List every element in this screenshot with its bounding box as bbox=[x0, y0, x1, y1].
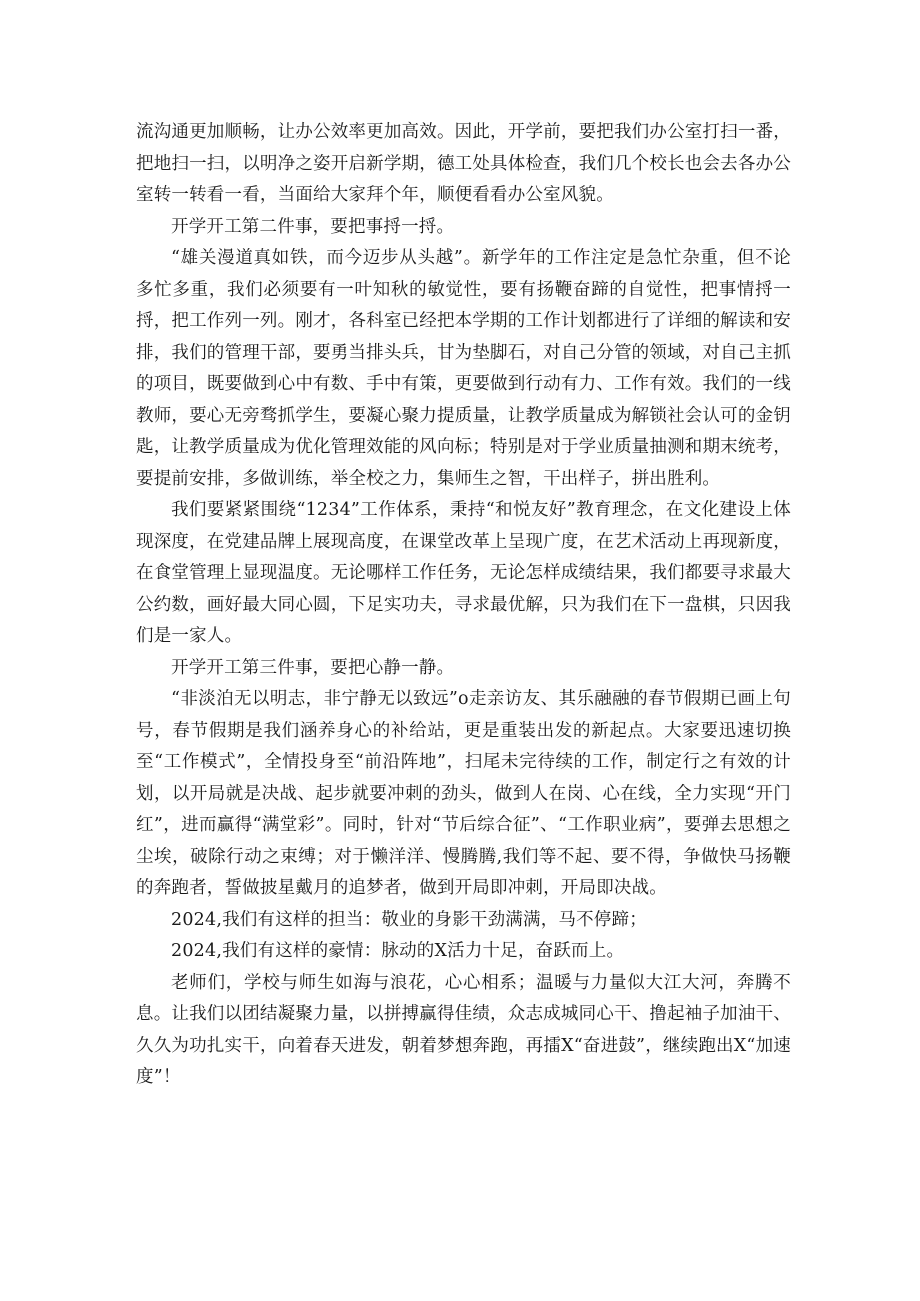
paragraph-calm-mind: “非淡泊无以明志，非宁静无以致远”o走亲访友、其乐融融的春节假期已画上句号，春节假期是我们涵养身心的补给站，更是重装出发的新起点。大家要迅速切换至“工作模式”，全情投身至“前沿阵地”，扫尾未完待续的工作，制定行之有效的计划，以开局就是决战、起步就要冲刺的劲头，做到人在岗、心在线，全力实现“开门红”，进而赢得“满堂彩”。同时，针对“节后综合征”、“工作职业病”，要弹去思想之尘埃，破除行动之束缚；对于懒洋洋、慢腾腾,我们等不起、要不得，争做快马扬鞭的奔跑者，誓做披星戴月的追梦者，做到开局即冲刺，开局即决战。 bbox=[136, 689, 791, 898]
document-body bbox=[136, 117, 791, 1094]
paragraph-closing: 老师们，学校与师生如海与浪花，心心相系；温暖与力量似大江大河，奔腾不息。让我们以团结凝聚力量，以拼搏赢得佳绩，众志成城同心干、撸起袖子加油干、久久为功扎实干，向着春天进发，朝着梦想奔跑，再擂X“奋进鼓”，继续跑出X“加速度”！ bbox=[136, 972, 791, 1087]
paragraph-work-system: 我们要紧紧围绕“1234”工作体系，秉持“和悦友好”教育理念，在文化建设上体现深度，在党建品牌上展现高度，在课堂改革上呈现广度，在艺术活动上再现新度，在食堂管理上显现温度。无论哪样工作任务，无论怎样成绩结果，我们都要寻求最大公约数，画好最大同心圆，下足实功夫，寻求最优解，只为我们在下一盘棋，只因我们是一家人。 bbox=[136, 500, 791, 646]
paragraph-work-plan: “雄关漫道真如铁，而今迈步从头越”。新学年的工作注定是急忙杂重，但不论多忙多重，我们必须要有一叶知秋的敏觉性，要有扬鞭奋蹄的自觉性，把事情捋一捋，把工作列一列。刚才，各科室已经把本学期的工作计划都进行了详细的解读和安排，我们的管理干部，要勇当排头兵，甘为垫脚石，对自己分管的领域，对自己主抓的项目，既要做到心中有数、手中有策，更要做到行动有力、工作有效。我们的一线教师，要心无旁骛抓学生，要凝心聚力提质量，让教学质量成为解锁社会认可的金钥匙，让教学质量成为优化管理效能的风向标；特别是对于学业质量抽测和期末统考，要提前安排，多做训练，举全校之力，集师生之智，干出样子，拼出胜利。 bbox=[136, 248, 791, 489]
paragraph-2024-responsibility: 2024,我们有这样的担当：敬业的身影干劲满满，马不停蹄； bbox=[171, 909, 647, 930]
section-heading-second-task: 开学开工第二件事，要把事捋一捋。 bbox=[171, 216, 455, 237]
section-heading-third-task: 开学开工第三件事，要把心静一静。 bbox=[171, 657, 455, 678]
paragraph-continued: 流沟通更加顺畅，让办公效率更加高效。因此，开学前，要把我们办公室打扫一番，把地扫一扫，以明净之姿开启新学期，德工处具体检查，我们几个校长也会去各办公室转一转看一看，当面给大家拜个年，顺便看看办公室风貌。 bbox=[136, 122, 791, 205]
paragraph-2024-passion: 2024,我们有这样的豪情：脉动的X活力十足，奋跃而上。 bbox=[171, 941, 625, 961]
